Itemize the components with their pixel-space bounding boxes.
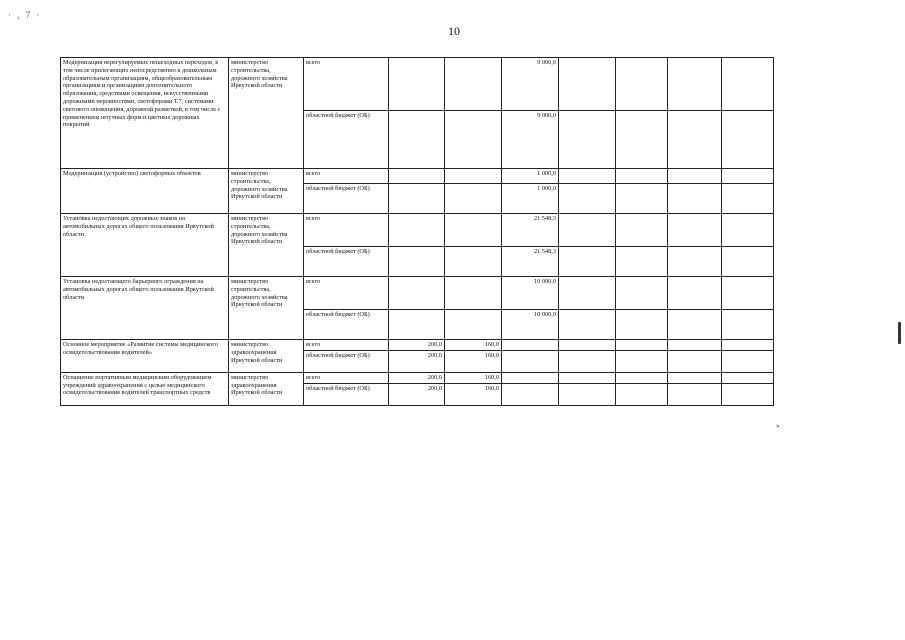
amount-cell bbox=[502, 340, 559, 351]
empty-cell bbox=[559, 247, 616, 277]
amount-cell bbox=[445, 184, 502, 214]
empty-cell bbox=[616, 340, 668, 351]
amount-cell: 9 000,0 bbox=[502, 58, 559, 111]
source-cell: всего bbox=[304, 277, 389, 310]
source-cell: всего bbox=[304, 58, 389, 111]
amount-cell bbox=[445, 277, 502, 310]
measure-cell: Оснащение портативным медицинским оборудованием учреждений здравоохранения с целью медицинского освидетельствования водителей транспортных средств bbox=[61, 372, 229, 405]
empty-cell bbox=[722, 169, 774, 184]
table-row bbox=[61, 277, 774, 310]
amount-cell: 9 000,0 bbox=[502, 111, 559, 169]
amount-cell bbox=[389, 169, 445, 184]
empty-cell bbox=[668, 277, 722, 310]
empty-cell bbox=[668, 372, 722, 383]
executor-cell: министерство строительства, дорожного хозяйства Иркутской области bbox=[229, 58, 304, 169]
empty-cell bbox=[616, 310, 668, 340]
source-cell: всего bbox=[304, 214, 389, 247]
amount-cell: 10 000,0 bbox=[502, 310, 559, 340]
empty-cell bbox=[668, 169, 722, 184]
amount-cell: 200,0 bbox=[389, 350, 445, 372]
empty-cell bbox=[616, 383, 668, 405]
empty-cell bbox=[722, 247, 774, 277]
empty-cell bbox=[722, 350, 774, 372]
empty-cell bbox=[559, 350, 616, 372]
amount-cell bbox=[445, 214, 502, 247]
empty-cell bbox=[559, 214, 616, 247]
empty-cell bbox=[722, 340, 774, 351]
table-row bbox=[61, 214, 774, 247]
empty-cell bbox=[559, 58, 616, 111]
empty-cell bbox=[616, 184, 668, 214]
amount-cell: 200,0 bbox=[389, 383, 445, 405]
empty-cell bbox=[668, 383, 722, 405]
empty-cell bbox=[616, 169, 668, 184]
amount-cell bbox=[502, 350, 559, 372]
measure-cell: Установка недостающих дорожных знаков на автомобильных дорогах общего пользования Иркутской области bbox=[61, 214, 229, 277]
source-cell: областной бюджет (ОБ) bbox=[304, 247, 389, 277]
empty-cell bbox=[616, 350, 668, 372]
amount-cell bbox=[445, 247, 502, 277]
source-cell: областной бюджет (ОБ) bbox=[304, 184, 389, 214]
amount-cell: 160,0 bbox=[445, 340, 502, 351]
amount-cell: 21 548,3 bbox=[502, 247, 559, 277]
amount-cell: 160,0 bbox=[445, 383, 502, 405]
amount-cell: 1 000,0 bbox=[502, 184, 559, 214]
amount-cell bbox=[445, 169, 502, 184]
amount-cell bbox=[389, 277, 445, 310]
amount-cell bbox=[445, 310, 502, 340]
amount-cell bbox=[389, 184, 445, 214]
empty-cell bbox=[722, 277, 774, 310]
amount-cell bbox=[389, 247, 445, 277]
table-row bbox=[61, 372, 774, 383]
empty-cell bbox=[616, 58, 668, 111]
empty-cell bbox=[559, 277, 616, 310]
executor-cell: министерство строительства, дорожного хозяйства Иркутской области bbox=[229, 277, 304, 340]
amount-cell bbox=[389, 58, 445, 111]
empty-cell bbox=[722, 383, 774, 405]
executor-cell: министерство здравоохранения Иркутской области bbox=[229, 340, 304, 373]
source-cell: всего bbox=[304, 340, 389, 351]
executor-cell: министерство строительства, дорожного хозяйства Иркутской области bbox=[229, 214, 304, 277]
measure-cell: Модернизация нерегулируемых пешеходных переходов, в том числе прилегающих непосредственно к дошкольным образовательным организациям, общеобразовательным организациям и организациям дополнительного образования, средствами освещения, искусственными дорожными неровностями, светофорами Т.7, системами светового оповещения, дорожной разметкой, в том числе с применением штучных форм и цветных дорожных покрытий bbox=[61, 58, 229, 169]
scan-marks: · , 7 · bbox=[8, 10, 42, 20]
amount-cell bbox=[502, 383, 559, 405]
amount-cell: 160,0 bbox=[445, 350, 502, 372]
amount-cell: 21 548,3 bbox=[502, 214, 559, 247]
amount-cell: 1 000,0 bbox=[502, 169, 559, 184]
empty-cell bbox=[616, 214, 668, 247]
empty-cell bbox=[722, 184, 774, 214]
empty-cell bbox=[722, 214, 774, 247]
scan-artifact-mark bbox=[898, 322, 901, 344]
source-cell: областной бюджет (ОБ) bbox=[304, 350, 389, 372]
empty-cell bbox=[668, 310, 722, 340]
empty-cell bbox=[668, 111, 722, 169]
source-cell: всего bbox=[304, 372, 389, 383]
executor-cell: министерство здравоохранения Иркутской области bbox=[229, 372, 304, 405]
empty-cell bbox=[668, 350, 722, 372]
empty-cell bbox=[559, 184, 616, 214]
source-cell: областной бюджет (ОБ) bbox=[304, 111, 389, 169]
amount-cell bbox=[389, 111, 445, 169]
measure-cell: Установка недостающего барьерного ограждения на автомобильных дорогах общего пользования Иркутской области bbox=[61, 277, 229, 340]
empty-cell bbox=[559, 383, 616, 405]
empty-cell bbox=[668, 184, 722, 214]
empty-cell bbox=[559, 340, 616, 351]
source-cell: всего bbox=[304, 169, 389, 184]
amount-cell bbox=[502, 372, 559, 383]
amount-cell: 200,0 bbox=[389, 372, 445, 383]
measure-cell: Основное мероприятие «Развитие системы медицинского освидетельствования водителей» bbox=[61, 340, 229, 373]
table-row bbox=[61, 169, 774, 184]
budget-table bbox=[60, 57, 774, 406]
amount-cell bbox=[445, 111, 502, 169]
measure-cell: Модернизация (устройство) светофорных объектов bbox=[61, 169, 229, 214]
empty-cell bbox=[616, 247, 668, 277]
empty-cell bbox=[722, 58, 774, 111]
empty-cell bbox=[668, 58, 722, 111]
empty-cell bbox=[722, 372, 774, 383]
table-row bbox=[61, 58, 774, 111]
empty-cell bbox=[559, 310, 616, 340]
amount-cell: 160,0 bbox=[445, 372, 502, 383]
empty-cell bbox=[616, 111, 668, 169]
edge-mark: » bbox=[776, 422, 780, 430]
table-row bbox=[61, 340, 774, 351]
amount-cell bbox=[389, 310, 445, 340]
amount-cell: 200,0 bbox=[389, 340, 445, 351]
empty-cell bbox=[616, 372, 668, 383]
empty-cell bbox=[559, 169, 616, 184]
amount-cell: 10 000,0 bbox=[502, 277, 559, 310]
budget-table-body bbox=[61, 58, 774, 406]
amount-cell bbox=[445, 58, 502, 111]
empty-cell bbox=[668, 340, 722, 351]
page-number: 10 bbox=[448, 24, 460, 38]
empty-cell bbox=[722, 111, 774, 169]
amount-cell bbox=[389, 214, 445, 247]
executor-cell: министерство строительства, дорожного хозяйства Иркутской области bbox=[229, 169, 304, 214]
empty-cell bbox=[722, 310, 774, 340]
empty-cell bbox=[559, 111, 616, 169]
empty-cell bbox=[559, 372, 616, 383]
empty-cell bbox=[668, 247, 722, 277]
empty-cell bbox=[616, 277, 668, 310]
empty-cell bbox=[668, 214, 722, 247]
source-cell: областной бюджет (ОБ) bbox=[304, 383, 389, 405]
source-cell: областной бюджет (ОБ) bbox=[304, 310, 389, 340]
